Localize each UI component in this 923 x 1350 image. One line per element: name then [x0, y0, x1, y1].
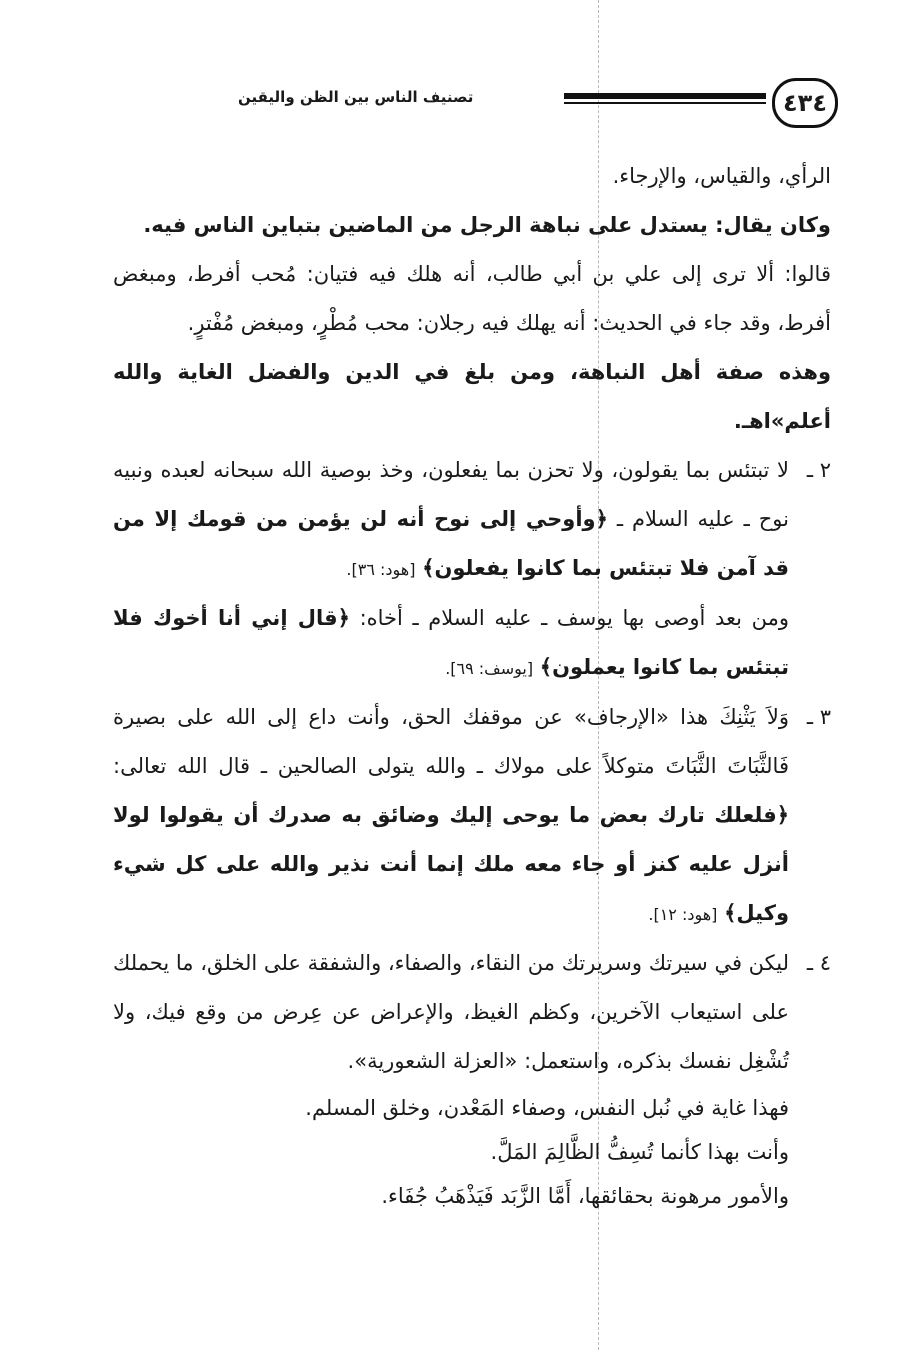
paragraph-eminence: وهذه صفة أهل النباهة، ومن بلغ في الدين والفضل الغاية والله أعلم»اهـ. — [113, 360, 831, 433]
paragraph-opinion: الرأي، والقياس، والإرجاء. — [612, 164, 831, 188]
page-header — [118, 78, 838, 130]
item-3-text: وَلاَ يَثْنِكَ هذا «الإرجاف» عن موقفك الحق، وأنت داع إلى الله على بصيرة فَالثَّبَاتَ الثَّبَاتَ متوكلاً على مولاك ـ والله يتولى الصالحين ـ قال الله تعالى: — [113, 705, 789, 778]
list-item-3 — [113, 693, 831, 939]
page-number: ٤٣٤ — [772, 78, 838, 128]
header-rule-thick — [564, 93, 766, 99]
header-rule-thin — [564, 102, 766, 104]
quran-verse: ﴿فلعلك تارك بعض ما يوحى إليك وضائق به صدرك أن يقولوا لولا أنزل عليه كنز أو جاء معه ملك إنما أنت نذير والله على كل شيء وكيل﴾ — [113, 803, 789, 925]
item-4-paragraph: ليكن في سيرتك وسريرتك من النقاء، والصفاء، والشفقة على الخلق، ما يحملك على استيعاب الآخرين، وكظم الغيظ، والإعراض عن عِرض من وقع فيك، ولا تُشْغِل نفسك بذكره، واستعمل: «العزلة الشعورية». — [113, 951, 789, 1073]
item-number: ٢ ـ — [806, 458, 831, 482]
item-number: ٤ ـ — [806, 951, 831, 975]
verse-reference: [هود: ١٢]. — [648, 905, 718, 924]
list-item-2 — [113, 446, 831, 693]
item-2-paragraph-b — [113, 594, 789, 693]
running-title: تصنيف الناس بين الظن واليقين — [238, 88, 474, 106]
item-3-paragraph — [113, 693, 789, 939]
item-4-line-b: وأنت بهذا كأنما تُسِفُّ الظَّالِمَ المَلَّ. — [490, 1140, 789, 1164]
item-4-line-c: والأمور مرهونة بحقائقها، أَمَّا الزَّبَد فَيَذْهَبُ جُفَاء. — [381, 1184, 789, 1208]
item-2-text-b: ومن بعد أوصى بها يوسف ـ عليه السلام ـ أخاه: — [349, 606, 790, 630]
item-number: ٣ ـ — [806, 705, 831, 729]
item-2-paragraph-a — [113, 446, 789, 594]
quran-verse: ﴿قال إني أنا أخوك فلا تبتئس بما كانوا يعملون﴾ — [113, 606, 789, 679]
verse-reference: [هود: ٣٦]. — [346, 560, 416, 579]
quran-verse: ﴿وأوحي إلى نوح أنه لن يؤمن من قومك إلا من قد آمن فلا تبتئس بما كانوا يفعلون﴾ — [113, 507, 789, 580]
page-body — [113, 152, 831, 1218]
paragraph-saying: وكان يقال: يستدل على نباهة الرجل من الماضين بتباين الناس فيه. — [143, 213, 831, 237]
item-2-text-a: لا تبتئس بما يقولون، ولا تحزن بما يفعلون، وخذ بوصية الله سبحانه لعبده ونبيه نوح ـ عليه السلام ـ — [113, 458, 789, 531]
list-item-4 — [113, 939, 831, 1218]
paragraph-ali: قالوا: ألا ترى إلى علي بن أبي طالب، أنه هلك فيه فتيان: مُحب أفرط، ومبغض أفرط، وقد جاء في الحديث: أنه يهلك فيه رجلان: محب مُطْرٍ، ومبغض مُفْترٍ. — [113, 262, 831, 335]
item-4-line-a: فهذا غاية في نُبل النفس، وصفاء المَعْدن، وخلق المسلم. — [305, 1096, 789, 1120]
verse-reference: [يوسف: ٦٩]. — [445, 659, 534, 678]
